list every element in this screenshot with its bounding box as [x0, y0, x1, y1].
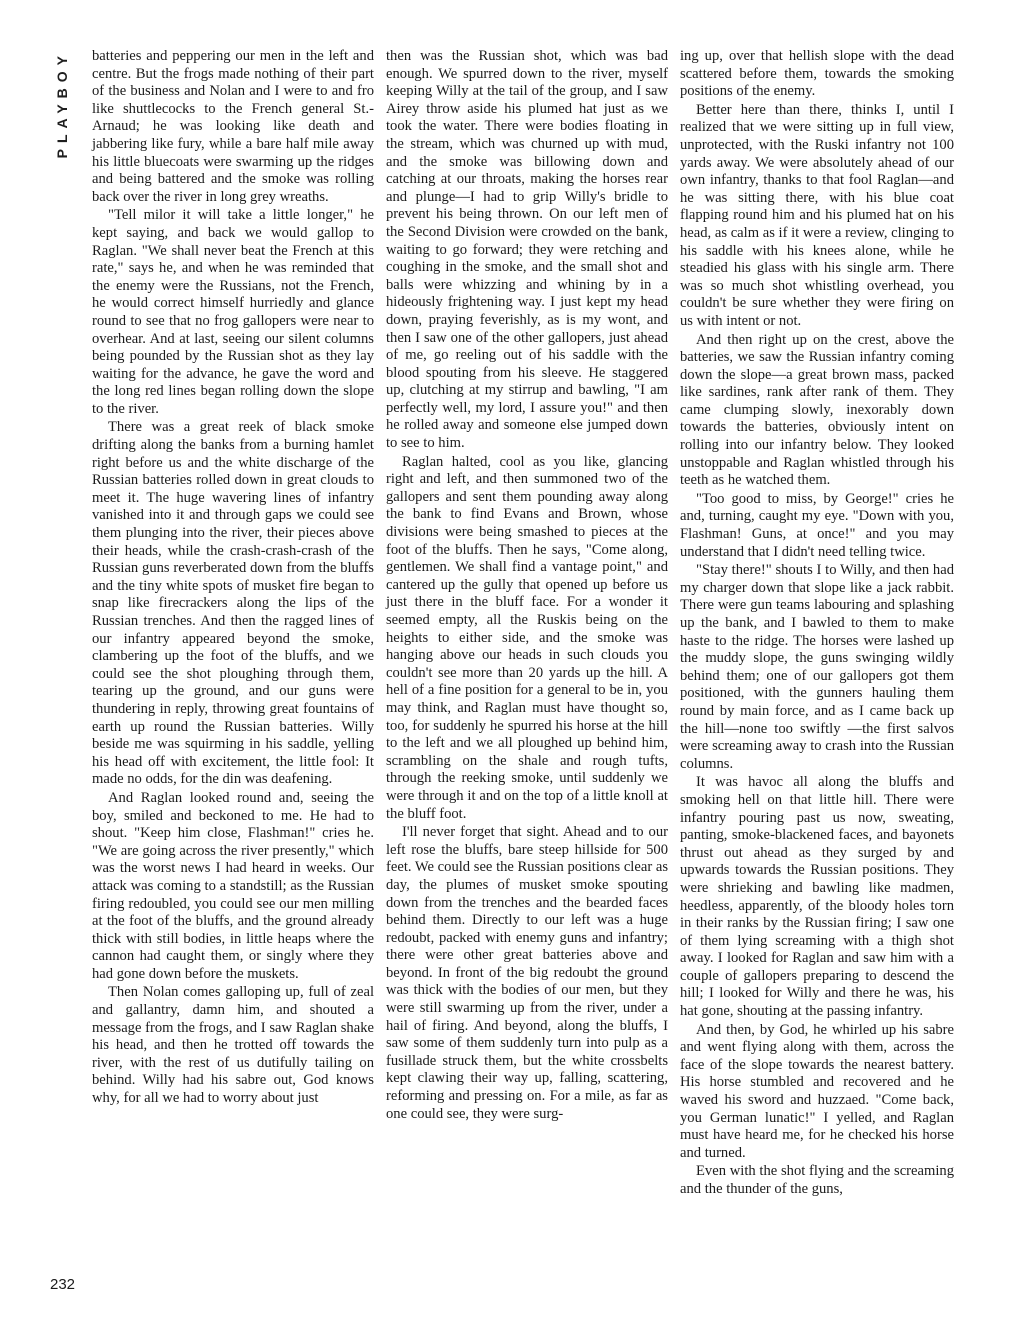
text-column-1: [92, 48, 374, 1109]
paragraph: Even with the shot flying and the screaming and the thunder of the guns,: [680, 1163, 954, 1197]
paragraph: ing up, over that hellish slope with the dead scattered before them, towards the smoking positions of the enemy.: [680, 48, 954, 100]
paragraph: batteries and peppering our men in the left and centre. But the frogs made nothing of their part of the business and Nolan and I were to and fro like shuttlecocks to the French general St.-Arnaud; he was looking like death and jabbering like fury, while a bare half mile away his little bluecoats were swarming up the ridges and being battered and the smoke was rolling back over the river in long grey wreaths.: [92, 48, 374, 205]
paragraph: Raglan halted, cool as you like, glancing right and left, and then summoned two of the gallopers and sent them pounding away along the bank to find Evans and Brown, whose divisions were being smashed to pieces at the foot of the bluffs. Then he says, "Come along, gentlemen. We shall find a vantage point," and cantered up the gully that opened up before us just there in the bluff face. For a wonder it seemed empty, all the Ruskis being on the heights to either side, and the smoke was hanging above our heads in such clouds you couldn't see more than 20 yards up the hill. A hell of a fine position for a general to be in, you may think, and Raglan must have thought so, too, for suddenly he spurred his horse at the hill to the left and we all ploughed up behind him, scrambling on the shale and rough tufts, through the reeking smoke, until suddenly we were through it and on the top of a little knoll at the bluff foot.: [386, 453, 668, 822]
paragraph: "Too good to miss, by George!" cries he and, turning, caught my eye. "Down with you, Flashman! Guns, at once!" and you may understand that I didn't need telling twice.: [680, 490, 954, 560]
text-column-3: [680, 48, 954, 1200]
paragraph: Then Nolan comes galloping up, full of zeal and gallantry, damn him, and shouted a message from the frogs, and I saw Raglan shake his head, and then he trotted off towards the river, with the rest of us dutifully tailing on behind. Willy had his sabre out, God knows why, for all we had to worry about just: [92, 984, 374, 1107]
paragraph: It was havoc all along the bluffs and smoking hell on that little hill. There were infantry pouring past us now, sweating, panting, smoke-blackened faces, and bayonets thrust out ahead as they surged by and upwards towards the Russian positions. They were shrieking and bawling like madmen, heedless, apparently, of the bloody holes torn in their ranks by the Russian firing; I saw one of them lying screaming with a thigh shot away. I looked for Raglan and saw him with a couple of gallopers preparing to descend the hill; I looked for Willy and there he was, his hat gone, shouting at the passing infantry.: [680, 774, 954, 1020]
paragraph: "Tell milor it will take a little longer," he kept saying, and back we would gallop to Raglan. "We shall never beat the French at this rate," says he, and when he was reminded that the enemy were the Russians, not the French, he would correct himself hurriedly and glance round to see that no frog gallopers were near to overhear. And at last, seeing our silent columns being pounded by the Russian shot as they lay waiting for the advance, he gave the word and the long red lines began rolling down the slope to the river.: [92, 207, 374, 417]
paragraph: then was the Russian shot, which was bad enough. We spurred down to the river, myself keeping Willy at the tail of the group, and I saw Airey throw aside his plumed hat just as we took the water. There were bodies floating in the stream, which was churned up with mud, and the smoke was billowing down and catching at our throats, making the horses rear and plunge—I had to grip Willy's bridle to prevent his being thrown. On our left men of the Second Division were crowded on the bank, waiting to go forward; they were retching and coughing in the smoke, and the small shot and balls were whizzing and whining by in a hideously frightening way. I just kept my head down, praying feverishly, as is my wont, and then I saw one of the other gallopers, just ahead of me, go reeling out of his saddle with the blood spouting from his sleeve. He staggered up, clutching at my stirrup and bawling, "I am perfectly well, my lord, I assure you!" and then he rolled away and someone else jumped down to see to him.: [386, 48, 668, 452]
paragraph: And then, by God, he whirled up his sabre and went flying along with them, across the face of the slope towards the nearest battery. His horse stumbled and recovered and he waved his sword and huzzaed. "Come back, you German lunatic!" I yelled, and Raglan must have heard me, for he checked his horse and turned.: [680, 1021, 954, 1161]
page-number: 232: [50, 1276, 76, 1293]
paragraph: And Raglan looked round and, seeing the boy, smiled and beckoned to me. He had to shout. "Keep him close, Flashman!" cries he. "We are going across the river presently," which was the worst news I had heard in weeks. Our attack was coming to a standstill; as the Russian firing redoubled, you could see our men milling at the foot of the bluffs, and the ground already thick with still bodies, in little heaps where the cannon had caught them, or singly where they had gone down before the muskets.: [92, 789, 374, 982]
magazine-name: [54, 50, 76, 158]
paragraph: I'll never forget that sight. Ahead and to our left rose the bluffs, bare steep hillside for 500 feet. We could see the Russian positions clear as day, the plumes of musket smoke spouting down from the trenches and the bearded faces behind them. Directly to our left was a huge redoubt, packed with enemy guns and infantry; there were other great batteries above and beyond. In front of the big redoubt the ground was thick with the bodies of our men, but they were still swarming up from the river, under a hail of firing. And beyond, along the bluffs, I saw some of them suddenly turn into pulp as a fusillade struck them, but the white crossbelts kept clawing their way up, falling, scattering, reforming and pressing on. For a mile, as far as one could see, they were surg-: [386, 824, 668, 1122]
paragraph: And then right up on the crest, above the batteries, we saw the Russian infantry coming down the slope—a great brown mass, packed like sardines, rank after rank of them. They came clumping slowly, inexorably down towards the batteries, obviously intent on rolling into our infantry below. They looked unstoppable and Raglan whistled through his teeth as he watched them.: [680, 331, 954, 489]
paragraph: There was a great reek of black smoke drifting along the banks from a burning hamlet right before us and the white discharge of the Russian batteries rolled down in great clouds to meet it. The huge wavering lines of infantry vanished into it and through gaps we could see them plunging into the river, their pieces above their heads, while the crash-crash-crash of the Russian guns reverberated down from the bluffs and the tiny white spots of musket fire began to snap like firecrackers along the lips of the Russian trenches. And then the ragged lines of our infantry appeared beyond the smoke, clambering up the foot of the bluffs, and we could see the shot ploughing through them, tearing up the ground, and our guns were thundering in reply, throwing great fountains of earth up round the Russian batteries. Willy beside me was squirming in his saddle, yelling his head off with excitement, the little fool: It made no odds, for the din was deafening.: [92, 419, 374, 788]
paragraph: "Stay there!" shouts I to Willy, and then had my charger down that slope like a jack rabbit. There were gun teams labouring and splashing up the bank, and I bawled to them to make haste to the ridge. The horses were lashed up the muddy slope, the guns swinging wildly behind them; one of our gallopers got them positioned, with the gunners hauling them round by main force, and as I came back up the hill—none too swiftly —the first salvos were screaming away to crash into the Russian columns.: [680, 562, 954, 772]
text-column-2: [386, 48, 668, 1124]
paragraph: Better here than there, thinks I, until I realized that we were sitting up in full view, unprotected, with the Ruski infantry not 100 yards away. We were absolutely ahead of our own infantry, thanks to that fool Raglan—and he was sitting there, with his blue coat flapping round him and his plumed hat on his head, as calm as if it were a review, clinging to his saddle with his knees alone, while he steadied his glass with his single arm. There was so much shot whistling overhead, you couldn't be sure whether they were firing on us with intent or not.: [680, 101, 954, 329]
magazine-name-text: PLAYBOY: [54, 50, 70, 159]
